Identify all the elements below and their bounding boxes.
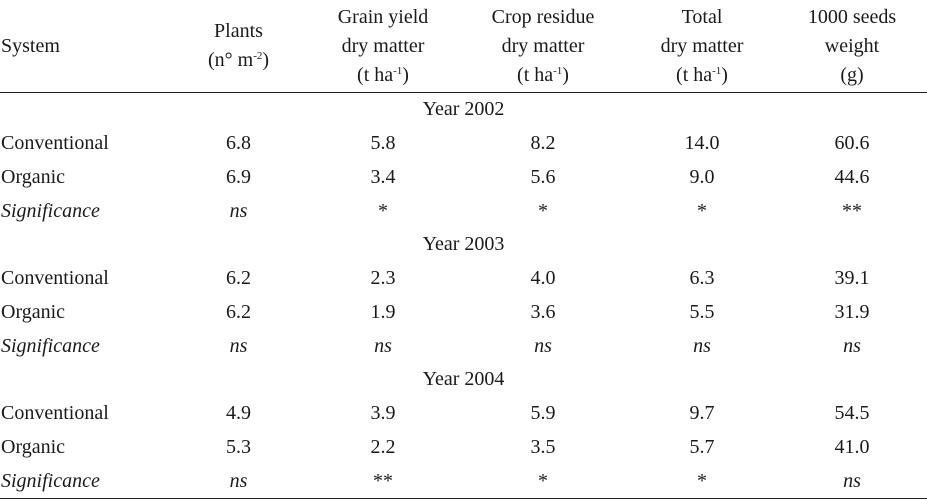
header-plants-unit-exp: -2 xyxy=(253,50,263,62)
header-total-line3 xyxy=(627,61,777,90)
cell-seeds-weight: ** xyxy=(842,199,862,222)
table-row xyxy=(0,126,927,160)
cell-plants: ns xyxy=(170,464,307,499)
header-seeds-weight xyxy=(777,0,927,93)
cell-seeds-weight: 44.6 xyxy=(834,165,870,188)
header-grain-line3 xyxy=(307,61,459,90)
table-row xyxy=(0,160,927,194)
cell-total-dry-matter: * xyxy=(627,464,777,499)
table-row xyxy=(0,396,927,430)
header-residue-line1: Crop residue xyxy=(491,5,595,28)
table-row xyxy=(0,329,927,363)
cell-plants: ns xyxy=(229,334,248,357)
table-row xyxy=(0,430,927,464)
header-total-dry-matter xyxy=(627,0,777,93)
cell-seeds-weight: 39.1 xyxy=(834,266,870,289)
header-plants-unit: (n° m xyxy=(207,49,254,71)
cell-grain-yield: ns xyxy=(374,334,392,357)
header-residue-unit-exp: -1 xyxy=(553,64,563,77)
header-seeds-line1: 1000 seeds xyxy=(807,5,897,28)
cell-crop-residue: 5.9 xyxy=(530,401,556,424)
header-grain-unit: (t ha xyxy=(357,63,394,86)
table-row xyxy=(0,261,927,295)
cell-plants: 6.2 xyxy=(226,266,251,289)
cell-seeds-weight: ns xyxy=(843,334,861,357)
cell-plants: 6.9 xyxy=(226,165,251,188)
header-total-line1: Total xyxy=(681,5,723,28)
cell-total-dry-matter: 14.0 xyxy=(684,131,720,154)
cell-grain-yield: 1.9 xyxy=(370,300,396,323)
cell-grain-yield: 2.3 xyxy=(370,266,396,289)
row-label: Organic xyxy=(1,435,66,458)
row-label: Conventional xyxy=(1,131,109,154)
row-label: Organic xyxy=(1,165,66,188)
cell-crop-residue: ns xyxy=(534,334,552,357)
cell-plants: 6.8 xyxy=(226,131,251,154)
cell-crop-residue: * xyxy=(459,464,627,499)
year-section-header xyxy=(0,228,927,261)
header-grain-line1: Grain yield xyxy=(337,5,429,28)
header-plants-line1: Plants xyxy=(214,20,263,42)
row-label: Significance xyxy=(0,464,170,499)
cell-plants: ns xyxy=(229,199,248,222)
header-residue-unit-close: ) xyxy=(562,63,569,86)
header-plants-unit-close: ) xyxy=(262,49,270,71)
year-title: Year 2002 xyxy=(422,98,505,120)
header-grain-unit-close: ) xyxy=(402,63,409,86)
header-residue-line3 xyxy=(459,61,627,90)
table-row xyxy=(0,194,927,228)
row-label: Significance xyxy=(1,334,100,357)
cell-seeds-weight: 41.0 xyxy=(834,435,870,458)
header-grain-line2: dry matter xyxy=(341,34,425,57)
cell-grain-yield: 2.2 xyxy=(370,435,396,458)
row-label: Organic xyxy=(1,300,66,323)
cell-seeds-weight: 60.6 xyxy=(834,131,870,154)
cell-total-dry-matter: ns xyxy=(693,334,711,357)
header-grain-yield xyxy=(307,0,459,93)
header-plants xyxy=(170,0,307,93)
cell-seeds-weight: 54.5 xyxy=(834,401,870,424)
cell-plants: 6.2 xyxy=(226,300,251,323)
cell-grain-yield: 5.8 xyxy=(370,131,396,154)
header-total-line2: dry matter xyxy=(660,34,744,57)
header-row xyxy=(0,0,927,93)
cell-total-dry-matter: 9.7 xyxy=(689,401,715,424)
year-title: Year 2003 xyxy=(422,233,505,255)
cell-grain-yield: ** xyxy=(307,464,459,499)
header-plants-line2 xyxy=(170,46,307,75)
header-grain-unit-exp: -1 xyxy=(393,64,403,77)
header-seeds-line3: (g) xyxy=(840,63,864,86)
year-title: Year 2004 xyxy=(422,368,505,390)
cell-total-dry-matter: 6.3 xyxy=(689,266,715,289)
cell-crop-residue: 8.2 xyxy=(530,131,556,154)
table-row xyxy=(0,295,927,329)
header-seeds-line2: weight xyxy=(824,34,880,57)
cell-crop-residue: 5.6 xyxy=(530,165,556,188)
cell-total-dry-matter: 5.7 xyxy=(689,435,715,458)
cell-total-dry-matter: 5.5 xyxy=(689,300,715,323)
header-total-unit-close: ) xyxy=(721,63,728,86)
header-system xyxy=(0,0,170,93)
cell-total-dry-matter: 9.0 xyxy=(689,165,715,188)
header-total-unit-exp: -1 xyxy=(712,64,722,77)
cell-seeds-weight: 31.9 xyxy=(834,300,870,323)
row-label: Significance xyxy=(1,199,100,222)
cell-seeds-weight: ns xyxy=(777,464,927,499)
header-system-label: System xyxy=(1,34,60,57)
year-section-header xyxy=(0,363,927,396)
header-residue-unit: (t ha xyxy=(517,63,554,86)
cell-crop-residue: * xyxy=(538,199,548,222)
table-body xyxy=(0,93,927,499)
row-label: Conventional xyxy=(1,401,109,424)
cell-grain-yield: 3.9 xyxy=(370,401,396,424)
cell-crop-residue: 3.6 xyxy=(530,300,556,323)
cell-crop-residue: 3.5 xyxy=(530,435,556,458)
cell-crop-residue: 4.0 xyxy=(530,266,556,289)
cell-total-dry-matter: * xyxy=(697,199,707,222)
header-residue-line2: dry matter xyxy=(501,34,585,57)
cell-plants: 4.9 xyxy=(226,401,251,424)
row-label: Conventional xyxy=(1,266,109,289)
table-row xyxy=(0,464,927,499)
header-total-unit: (t ha xyxy=(676,63,713,86)
header-crop-residue xyxy=(459,0,627,93)
year-section-header xyxy=(0,93,927,127)
cell-grain-yield: * xyxy=(378,199,388,222)
cell-plants: 5.3 xyxy=(226,435,251,458)
table-header xyxy=(0,0,927,93)
cell-grain-yield: 3.4 xyxy=(370,165,396,188)
